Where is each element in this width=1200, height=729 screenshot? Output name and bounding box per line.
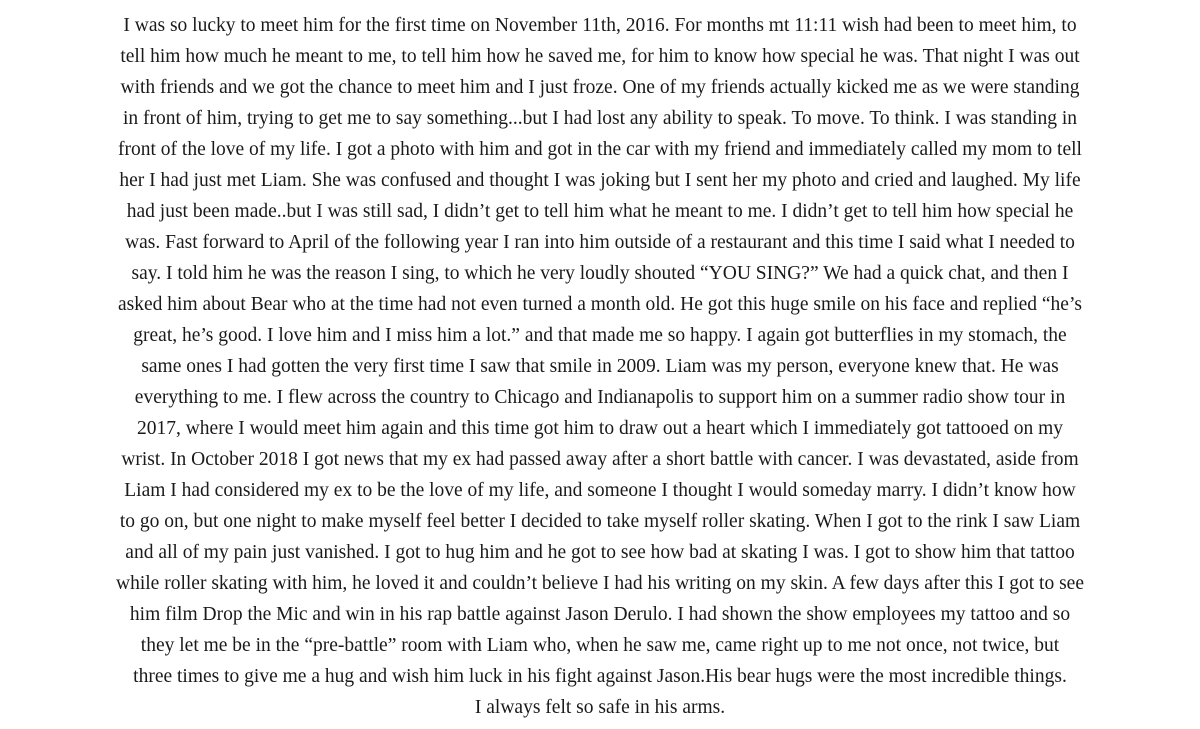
- text-line-3: with friends and we got the chance to meet him and I just froze. One of my friends actually kicked me as we were standing: [120, 77, 1080, 98]
- text-line-12: same ones I had gotten the very first time I saw that smile in 2009. Liam was my person, everyone knew that. He was: [141, 356, 1059, 377]
- text-line-21: they let me be in the “pre-battle” room with Liam who, when he saw me, came right up to me not once, not twice, but: [140, 635, 1060, 656]
- text-line-18: and all of my pain just vanished. I got to hug him and he got to see how bad at skating I was. I got to show him that tattoo: [125, 542, 1075, 563]
- text-line-19: while roller skating with him, he loved it and couldn’t believe I had his writing on my skin. A few days after this I got to see: [116, 573, 1084, 594]
- text-line-8: was. Fast forward to April of the following year I ran into him outside of a restaurant and this time I said what I needed to: [125, 232, 1075, 253]
- text-line-14: 2017, where I would meet him again and this time got him to draw out a heart which I immediately got tattooed on my: [136, 418, 1064, 439]
- text-line-2: tell him how much he meant to me, to tell him how he saved me, for him to know how special he was. That night I was out: [120, 46, 1080, 67]
- text-line-5: front of the love of my life. I got a photo with him and got in the car with my friend and immediately called my mom to tell: [118, 139, 1082, 160]
- text-line-15: wrist. In October 2018 I got news that my ex had passed away after a short battle with cancer. I was devastated, aside from: [121, 449, 1079, 470]
- text-line-6: her I had just met Liam. She was confused and thought I was joking but I sent her my photo and cried and laughed. My life: [119, 170, 1081, 191]
- text-line-22: three times to give me a hug and wish him luck in his fight against Jason.His bear hugs were the most incredible things.: [133, 666, 1067, 687]
- text-line-7: had just been made..but I was still sad, I didn’t get to tell him what he meant to me. I didn’t get to tell him how special he: [126, 201, 1074, 222]
- text-line-1: I was so lucky to meet him for the first time on November 11th, 2016. For months mt 11:11 wish had been to meet him, to: [123, 15, 1077, 36]
- text-line-16: Liam I had considered my ex to be the love of my life, and someone I thought I would someday marry. I didn’t know how: [124, 480, 1076, 501]
- text-line-9: say. I told him he was the reason I sing, to which he very loudly shouted “YOU SING?” We had a quick chat, and then I: [131, 263, 1069, 284]
- text-line-17: to go on, but one night to make myself feel better I decided to take myself roller skating. When I got to the rink I saw Liam: [119, 511, 1081, 532]
- story-text: [0, 10, 1200, 723]
- text-line-20: him film Drop the Mic and win in his rap battle against Jason Derulo. I had shown the show employees my tattoo and so: [129, 604, 1071, 625]
- text-line-10: asked him about Bear who at the time had not even turned a month old. He got this huge smile on his face and replied “he’s: [118, 294, 1082, 315]
- text-line-13: everything to me. I flew across the country to Chicago and Indianapolis to support him on a summer radio show tour in: [134, 387, 1066, 408]
- text-line-23: I always felt so safe in his arms.: [474, 697, 726, 718]
- text-line-4: in front of him, trying to get me to say something...but I had lost any ability to speak. To move. To think. I was standing in: [122, 108, 1078, 129]
- text-line-11: great, he’s good. I love him and I miss him a lot.” and that made me so happy. I again got butterflies in my stomach, the: [133, 325, 1067, 346]
